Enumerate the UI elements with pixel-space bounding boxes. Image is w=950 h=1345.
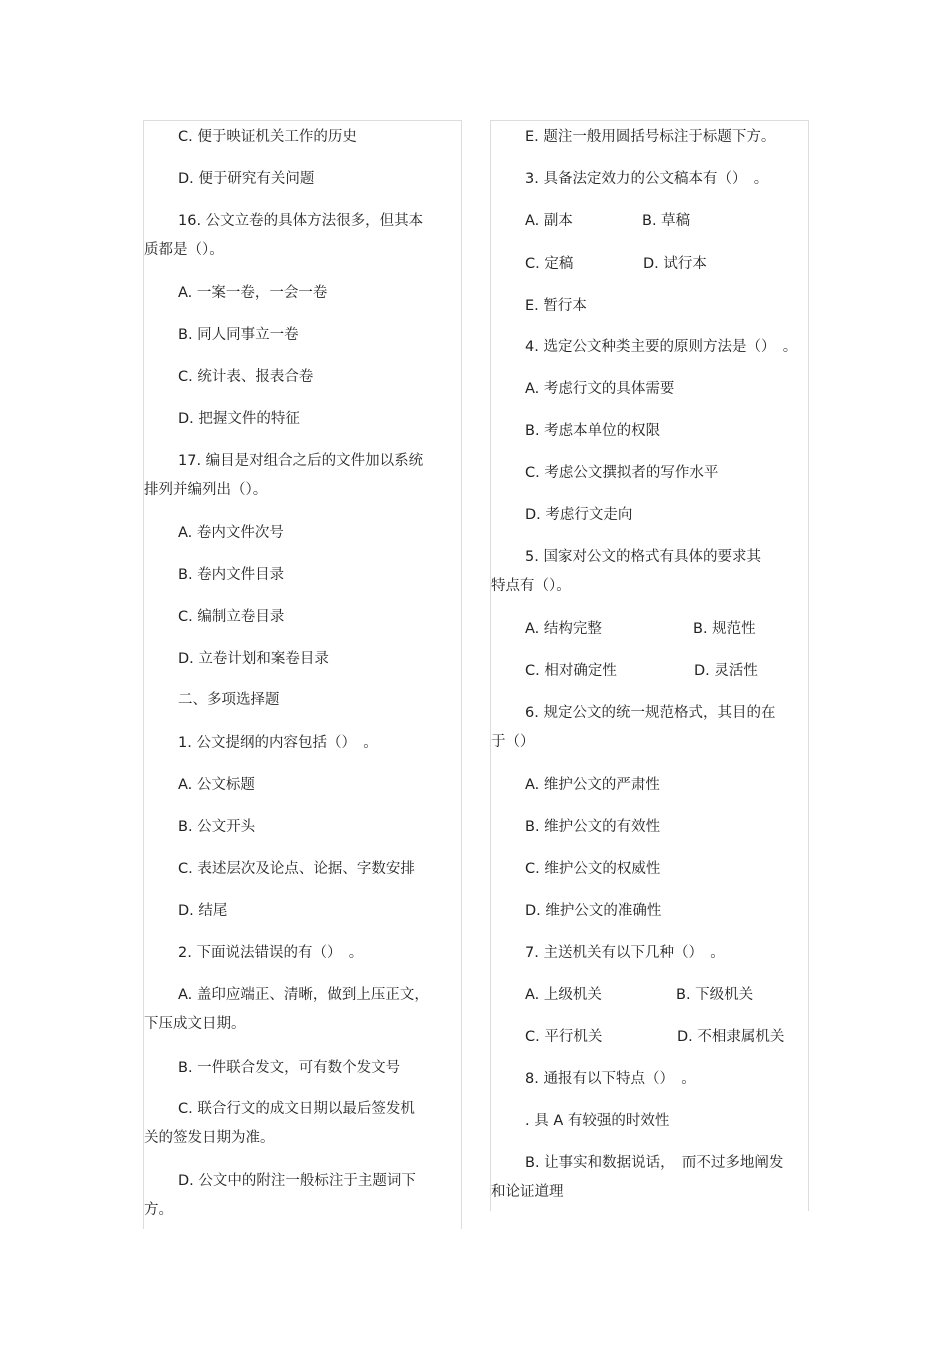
option-line: D. 结尾 (178, 903, 228, 919)
question-4: 4. 选定公文种类主要的原则方法是（） 。 (525, 339, 798, 355)
question-8: 8. 通报有以下特点（） 。 (525, 1071, 696, 1087)
text-line: 质都是（）。 (144, 242, 224, 258)
option-line: D. 立卷计划和案卷目录 (178, 651, 329, 667)
text-line: 下压成文日期。 (144, 1016, 246, 1032)
question-1: 1. 公文提纲的内容包括（） 。 (178, 735, 378, 751)
option-line: C. 编制立卷目录 (178, 609, 285, 625)
option-line: B. 卷内文件目录 (178, 567, 285, 583)
text-line: 特点有（）。 (491, 578, 571, 594)
option-line: C. 表述层次及论点、论据、字数安排 (178, 861, 415, 877)
option-line: D. 维护公文的准确性 (525, 903, 662, 919)
option-line: D. 灵活性 (694, 663, 758, 679)
option-line: B. 考虑本单位的权限 (525, 423, 661, 439)
option-line: B. 下级机关 (676, 987, 754, 1003)
option-line: C. 统计表、报表合卷 (178, 369, 314, 385)
question-3: 3. 具备法定效力的公文稿本有（） 。 (525, 171, 769, 187)
option-line: A. 盖印应端正、清晰，做到上压正文， (178, 987, 429, 1003)
option-line: C. 维护公文的权威性 (525, 861, 661, 877)
question-2: 2. 下面说法错误的有（） 。 (178, 945, 364, 961)
question-6: 6. 规定公文的统一规范格式，其目的在 (525, 705, 776, 721)
option-line: C. 定稿 (525, 256, 574, 272)
text-line: 和论证道理 (491, 1184, 564, 1200)
option-line: D. 试行本 (643, 256, 707, 272)
text-line: C. 便于映证机关工作的历史 (178, 129, 357, 145)
text-line: 于（） (491, 734, 535, 750)
option-line: B. 让事实和数据说话， 而不过多地阐发 (525, 1155, 784, 1171)
right-column (490, 120, 809, 1211)
text-line: 关的签发日期为准。 (144, 1130, 275, 1146)
option-line: A. 维护公文的严肃性 (525, 777, 660, 793)
option-line: C. 联合行文的成文日期以最后签发机 (178, 1101, 415, 1117)
option-line: C. 相对确定性 (525, 663, 617, 679)
option-line: D. 公文中的附注一般标注于主题词下 (178, 1173, 416, 1189)
option-line: B. 草稿 (642, 213, 691, 229)
section-heading: 二、多项选择题 (178, 692, 280, 708)
option-line: B. 同人同事立一卷 (178, 327, 299, 343)
option-line: A. 考虑行文的具体需要 (525, 381, 675, 397)
option-line: A. 公文标题 (178, 777, 255, 793)
text-line: D. 便于研究有关问题 (178, 171, 315, 187)
question-7: 7. 主送机关有以下几种（） 。 (525, 945, 725, 961)
option-line: C. 平行机关 (525, 1029, 603, 1045)
left-column (143, 120, 462, 1229)
option-line: C. 考虑公文撰拟者的写作水平 (525, 465, 719, 481)
question-16: 16. 公文立卷的具体方法很多，但其本 (178, 213, 424, 229)
option-line: . 具 A 有较强的时效性 (525, 1113, 670, 1129)
question-5: 5. 国家对公文的格式有具体的要求其 (525, 549, 761, 565)
option-line: B. 一件联合发文，可有数个发文号 (178, 1060, 401, 1076)
text-line: 排列并编列出（）。 (144, 482, 268, 498)
option-line: A. 上级机关 (525, 987, 602, 1003)
option-line: E. 暂行本 (525, 298, 587, 314)
question-17: 17. 编目是对组合之后的文件加以系统 (178, 453, 424, 469)
option-line: D. 考虑行文走向 (525, 507, 633, 523)
option-line: A. 一案一卷，一会一卷 (178, 285, 328, 301)
option-line: B. 维护公文的有效性 (525, 819, 661, 835)
option-line: D. 把握文件的特征 (178, 411, 300, 427)
option-line: B. 规范性 (693, 621, 756, 637)
option-line: A. 副本 (525, 213, 573, 229)
option-line: A. 卷内文件次号 (178, 525, 284, 541)
option-line: A. 结构完整 (525, 621, 602, 637)
option-line: D. 不相隶属机关 (677, 1029, 785, 1045)
text-line: 方。 (144, 1202, 173, 1218)
option-line: B. 公文开头 (178, 819, 256, 835)
text-line: E. 题注一般用圆括号标注于标题下方。 (525, 129, 776, 145)
